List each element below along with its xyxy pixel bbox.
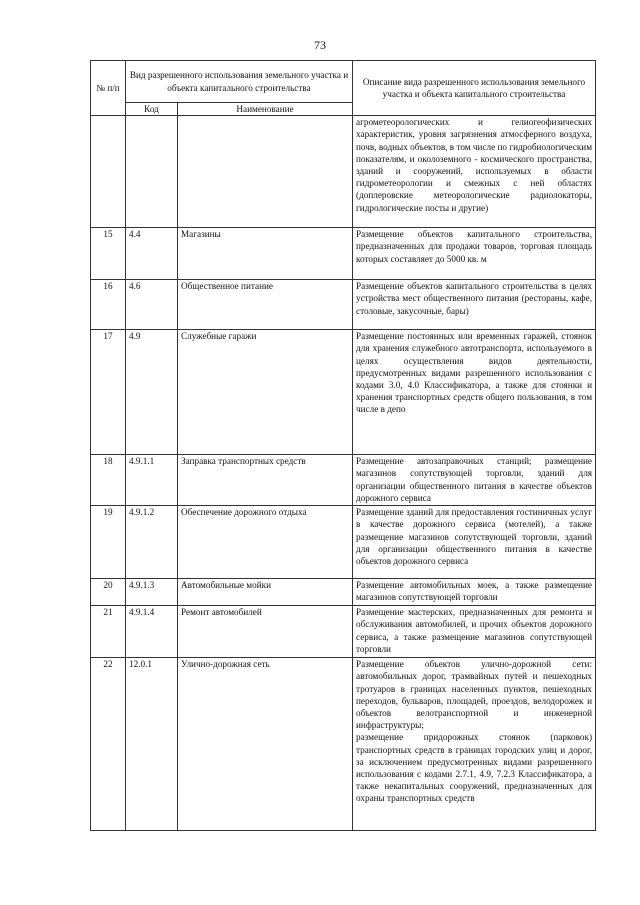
cell-description: Размещение постоянных или временных гаражей, стоянок для хранения служебного автотранспорта, используемого в целях осуществления видов деятельности, предусмотренных видами разрешенного использования с кодами 3.0, 4.0 Классификатора, а также для стоянки и хранения транспортных средств общего пользования, в том числе в депо [353,330,596,455]
table-row [91,455,596,506]
cell-code: 4.9.1.4 [126,606,178,658]
cell-description [353,658,596,831]
cell-number: 22 [91,658,126,831]
cell-name: Служебные гаражи [178,330,353,455]
cell-code: 4.9.1.3 [126,579,178,606]
table-row [91,228,596,280]
cell-code: 12.0.1 [126,658,178,831]
description-paragraph: размещение придорожных стоянок (парковок) транспортных средств в границах городских улиц и дорог, за исключением предусмотренных видами разрешенного использования с кодами 2.7.1, 4.9, 7.2.3 Классификатора, а также некапитальных сооружений, предназначенных для охраны транспортных средств [356,732,593,804]
page-number: 73 [314,38,326,52]
cell-number [91,116,126,228]
cell-number: 21 [91,606,126,658]
header-type-group: Вид разрешенного использования земельного участка и объекта капитального строительства [126,61,353,103]
cell-code [126,116,178,228]
cell-code: 4.9.1.1 [126,455,178,506]
cell-code: 4.6 [126,280,178,330]
cell-number: 19 [91,506,126,579]
header-name: Наименование [178,103,353,116]
cell-number: 18 [91,455,126,506]
table-row [91,330,596,455]
cell-code: 4.4 [126,228,178,280]
table-row [91,280,596,330]
cell-name: Обеспечение дорожного отдыха [178,506,353,579]
cell-name: Автомобильные мойки [178,579,353,606]
header-number: № п/п [91,61,126,116]
cell-code: 4.9 [126,330,178,455]
cell-description: Размещение мастерских, предназначенных для ремонта и обслуживания автомобилей, и прочих объектов дорожного сервиса, а также размещение магазинов сопутствующей торговли [353,606,596,658]
cell-number: 17 [91,330,126,455]
table-row [91,506,596,579]
cell-number: 15 [91,228,126,280]
cell-name: Магазины [178,228,353,280]
table-row-continuation [91,116,596,228]
description-paragraph: Размещение объектов улично-дорожной сети: автомобильных дорог, трамвайных путей и пешеходных тротуаров в границах населенных пунктов, пешеходных переходов, бульваров, площадей, проездов, велодорожек и объектов велотранспортной и инженерной инфраструктуры; [356,659,593,731]
header-description: Описание вида разрешенного использования земельного участка и объекта капитального строительства [353,61,596,116]
cell-name: Улично-дорожная сеть [178,658,353,831]
cell-name: Общественное питание [178,280,353,330]
cell-description: Размещение автозаправочных станций; размещение магазинов сопутствующей торговли, зданий для организации общественного питания в качестве объектов дорожного сервиса [353,455,596,506]
cell-description: Размещение зданий для предоставления гостиничных услуг в качестве дорожного сервиса (мотелей), а также размещение магазинов сопутствующей торговли, зданий для организации общественного питания в качестве объектов дорожного сервиса [353,506,596,579]
cell-description: Размещение объектов капитального строительства в целях устройства мест общественного питания (рестораны, кафе, столовые, закусочные, бары) [353,280,596,330]
cell-description: Размещение объектов капитального строительства, предназначенных для продажи товаров, торговая площадь которых составляет до 5000 кв. м [353,228,596,280]
table-row [91,606,596,658]
cell-code: 4.9.1.2 [126,506,178,579]
header-code: Код [126,103,178,116]
land-use-table [90,60,596,831]
cell-name: Заправка транспортных средств [178,455,353,506]
table-row [91,658,596,831]
table-row [91,579,596,606]
cell-description: Размещение автомобильных моек, а также размещение магазинов сопутствующей торговли [353,579,596,606]
cell-description: агрометеорологических и гелиогеофизических характеристик, уровня загрязнения атмосферного воздуха, почв, водных объектов, в том числе по гидробиологическим показателям, и околоземного - космического пространства, зданий и сооружений, используемых в области гидрометеорологии и смежных с ней областях (доплеровские метеорологические радиолокаторы, гидрологические посты и другие) [353,116,596,228]
cell-name [178,116,353,228]
cell-number: 20 [91,579,126,606]
cell-number: 16 [91,280,126,330]
cell-name: Ремонт автомобилей [178,606,353,658]
